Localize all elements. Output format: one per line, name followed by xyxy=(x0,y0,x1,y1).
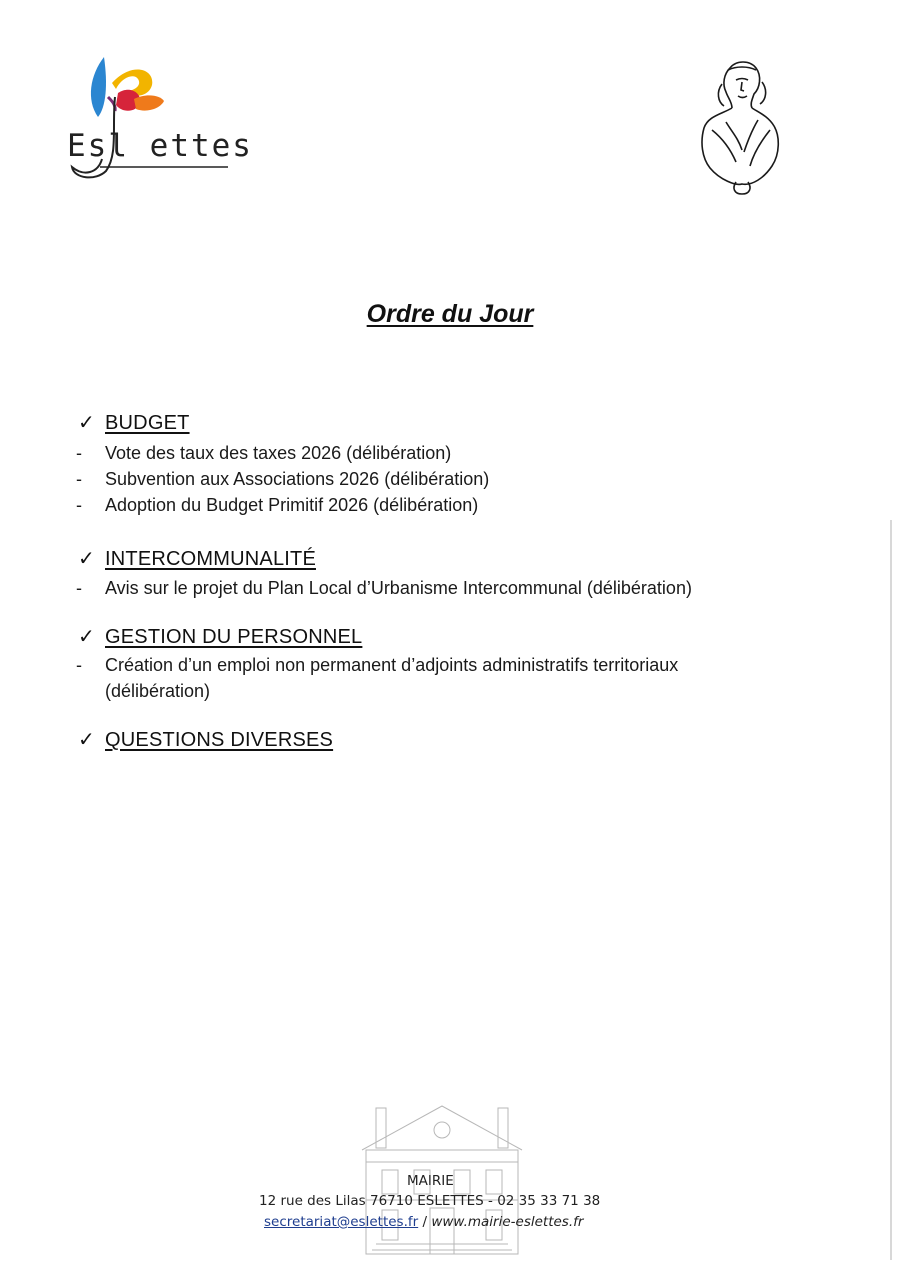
email-link[interactable]: secretariat@eslettes.fr xyxy=(264,1214,419,1230)
list-item-text: Subvention aux Associations 2026 (délibération) xyxy=(105,469,490,489)
footer-separator: / xyxy=(418,1214,432,1230)
list-item-text: Adoption du Budget Primitif 2026 (délibération) xyxy=(105,495,479,515)
list-item-text: Création d’un emploi non permanent d’adjoints administratifs territoriaux (délibération) xyxy=(105,655,679,701)
footer-mairie-label: MAIRIE xyxy=(407,1173,454,1189)
section-heading-label: GESTION DU PERSONNEL xyxy=(105,626,363,648)
town-logo-text: Esl ettes xyxy=(67,128,253,164)
section-heading xyxy=(78,624,362,649)
checkmark-icon: ✓ xyxy=(78,410,95,434)
website-link[interactable]: www.mairie-eslettes.fr xyxy=(431,1214,584,1230)
section-heading-label: QUESTIONS DIVERSES xyxy=(105,729,334,751)
checkmark-icon: ✓ xyxy=(78,727,95,751)
bullet-dash: - xyxy=(76,578,82,598)
section-heading xyxy=(78,546,316,571)
section-heading xyxy=(78,727,333,752)
list-item-text: Vote des taux des taxes 2026 (délibération) xyxy=(105,443,452,463)
checkmark-icon: ✓ xyxy=(78,624,95,648)
flower-logo-icon xyxy=(60,55,235,185)
section-heading-label: INTERCOMMUNALITÉ xyxy=(105,548,316,570)
bullet-dash: - xyxy=(76,469,82,489)
bullet-dash: - xyxy=(76,495,82,515)
page-title: Ordre du Jour xyxy=(366,300,534,328)
checkmark-icon: ✓ xyxy=(78,546,95,570)
marianne-bust-icon xyxy=(692,58,784,196)
town-logo xyxy=(60,55,253,185)
list-item-text: Avis sur le projet du Plan Local d’Urbanisme Intercommunal (délibération) xyxy=(105,578,692,598)
section-heading xyxy=(78,410,190,435)
bullet-dash: - xyxy=(76,655,82,675)
footer-address: 12 rue des Lilas 76710 ESLETTES - 02 35 33 71 38 xyxy=(259,1193,601,1209)
section-heading-label: BUDGET xyxy=(105,412,190,434)
bullet-dash: - xyxy=(76,443,82,463)
footer-contact xyxy=(264,1214,583,1230)
scan-edge-shadow xyxy=(890,520,892,1260)
